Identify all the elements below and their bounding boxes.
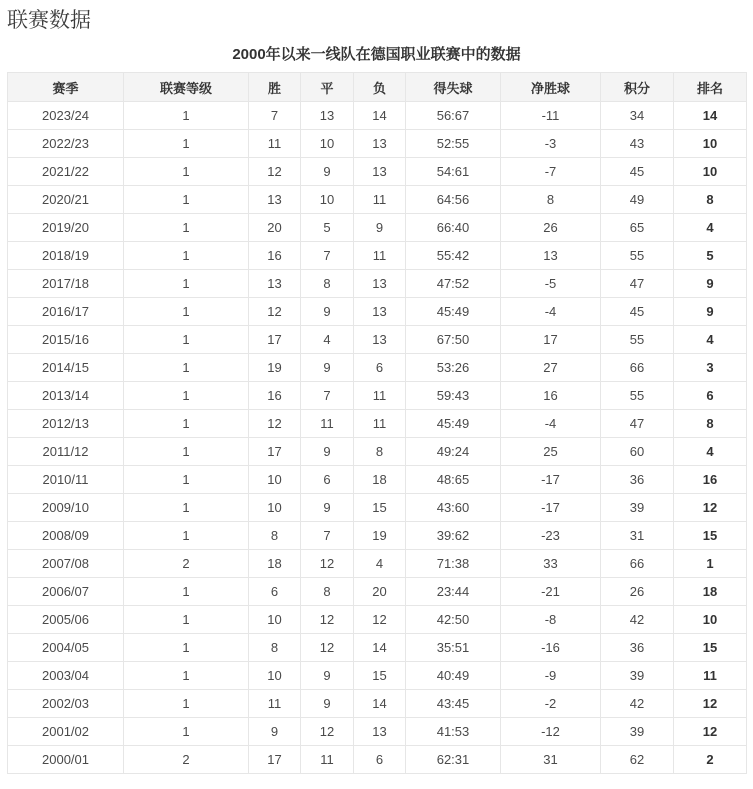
points-cell: 45	[601, 158, 674, 186]
losses-cell: 13	[354, 326, 406, 354]
losses-cell: 13	[354, 298, 406, 326]
season-cell: 2016/17	[8, 298, 124, 326]
points-cell: 42	[601, 606, 674, 634]
rank-cell: 9	[674, 298, 747, 326]
goal-diff-cell: -2	[501, 690, 601, 718]
rank-cell: 8	[674, 186, 747, 214]
goal-diff-cell: 17	[501, 326, 601, 354]
header-cell-season: 赛季	[8, 73, 124, 102]
goal-diff-cell: 13	[501, 242, 601, 270]
points-cell: 55	[601, 382, 674, 410]
points-cell: 60	[601, 438, 674, 466]
wins-cell: 12	[249, 158, 301, 186]
table-row	[8, 746, 747, 774]
points-cell: 36	[601, 634, 674, 662]
rank-cell: 5	[674, 242, 747, 270]
level-cell: 1	[124, 242, 249, 270]
points-cell: 55	[601, 326, 674, 354]
goal-diff-cell: 26	[501, 214, 601, 242]
goal-diff-cell: -23	[501, 522, 601, 550]
season-cell: 2003/04	[8, 662, 124, 690]
losses-cell: 11	[354, 382, 406, 410]
rank-cell: 11	[674, 662, 747, 690]
rank-cell: 15	[674, 634, 747, 662]
wins-cell: 18	[249, 550, 301, 578]
wins-cell: 9	[249, 718, 301, 746]
goals-cell: 67:50	[406, 326, 501, 354]
draws-cell: 8	[301, 578, 354, 606]
points-cell: 26	[601, 578, 674, 606]
wins-cell: 10	[249, 466, 301, 494]
wins-cell: 16	[249, 382, 301, 410]
level-cell: 1	[124, 718, 249, 746]
level-cell: 1	[124, 578, 249, 606]
level-cell: 1	[124, 494, 249, 522]
rank-cell: 4	[674, 214, 747, 242]
draws-cell: 4	[301, 326, 354, 354]
rank-cell: 10	[674, 606, 747, 634]
season-cell: 2010/11	[8, 466, 124, 494]
goals-cell: 56:67	[406, 102, 501, 130]
level-cell: 1	[124, 662, 249, 690]
table-row	[8, 550, 747, 578]
losses-cell: 9	[354, 214, 406, 242]
losses-cell: 14	[354, 634, 406, 662]
draws-cell: 9	[301, 438, 354, 466]
goals-cell: 41:53	[406, 718, 501, 746]
season-cell: 2005/06	[8, 606, 124, 634]
goal-diff-cell: -5	[501, 270, 601, 298]
level-cell: 1	[124, 186, 249, 214]
table-row	[8, 410, 747, 438]
points-cell: 65	[601, 214, 674, 242]
season-cell: 2018/19	[8, 242, 124, 270]
season-cell: 2009/10	[8, 494, 124, 522]
table-row	[8, 102, 747, 130]
goal-diff-cell: -8	[501, 606, 601, 634]
losses-cell: 12	[354, 606, 406, 634]
goal-diff-cell: -17	[501, 494, 601, 522]
season-cell: 2021/22	[8, 158, 124, 186]
table-row	[8, 326, 747, 354]
wins-cell: 10	[249, 494, 301, 522]
wins-cell: 19	[249, 354, 301, 382]
table-row	[8, 298, 747, 326]
level-cell: 1	[124, 354, 249, 382]
season-cell: 2015/16	[8, 326, 124, 354]
goal-diff-cell: -7	[501, 158, 601, 186]
points-cell: 55	[601, 242, 674, 270]
points-cell: 39	[601, 494, 674, 522]
draws-cell: 12	[301, 606, 354, 634]
points-cell: 42	[601, 690, 674, 718]
goals-cell: 64:56	[406, 186, 501, 214]
level-cell: 1	[124, 522, 249, 550]
table-row	[8, 494, 747, 522]
table-row	[8, 522, 747, 550]
wins-cell: 11	[249, 130, 301, 158]
draws-cell: 10	[301, 130, 354, 158]
goals-cell: 45:49	[406, 410, 501, 438]
losses-cell: 18	[354, 466, 406, 494]
points-cell: 47	[601, 410, 674, 438]
wins-cell: 13	[249, 186, 301, 214]
goals-cell: 62:31	[406, 746, 501, 774]
goals-cell: 40:49	[406, 662, 501, 690]
rank-cell: 12	[674, 494, 747, 522]
wins-cell: 12	[249, 410, 301, 438]
rank-cell: 1	[674, 550, 747, 578]
wins-cell: 6	[249, 578, 301, 606]
goals-cell: 47:52	[406, 270, 501, 298]
rank-cell: 10	[674, 130, 747, 158]
draws-cell: 7	[301, 242, 354, 270]
goal-diff-cell: 8	[501, 186, 601, 214]
losses-cell: 15	[354, 662, 406, 690]
wins-cell: 13	[249, 270, 301, 298]
goal-diff-cell: -3	[501, 130, 601, 158]
table-row	[8, 438, 747, 466]
rank-cell: 10	[674, 158, 747, 186]
goal-diff-cell: -11	[501, 102, 601, 130]
draws-cell: 9	[301, 158, 354, 186]
points-cell: 43	[601, 130, 674, 158]
level-cell: 1	[124, 690, 249, 718]
points-cell: 36	[601, 466, 674, 494]
wins-cell: 8	[249, 634, 301, 662]
header-cell-draws: 平	[301, 73, 354, 102]
points-cell: 39	[601, 718, 674, 746]
season-cell: 2022/23	[8, 130, 124, 158]
season-cell: 2023/24	[8, 102, 124, 130]
header-cell-goal-diff: 净胜球	[501, 73, 601, 102]
goal-diff-cell: -21	[501, 578, 601, 606]
table-row	[8, 214, 747, 242]
goal-diff-cell: -9	[501, 662, 601, 690]
rank-cell: 2	[674, 746, 747, 774]
goals-cell: 43:45	[406, 690, 501, 718]
goals-cell: 39:62	[406, 522, 501, 550]
draws-cell: 10	[301, 186, 354, 214]
wins-cell: 8	[249, 522, 301, 550]
draws-cell: 11	[301, 410, 354, 438]
draws-cell: 8	[301, 270, 354, 298]
level-cell: 1	[124, 270, 249, 298]
season-cell: 2017/18	[8, 270, 124, 298]
wins-cell: 7	[249, 102, 301, 130]
table-row	[8, 662, 747, 690]
draws-cell: 5	[301, 214, 354, 242]
table-row	[8, 382, 747, 410]
table-row	[8, 606, 747, 634]
goals-cell: 43:60	[406, 494, 501, 522]
points-cell: 39	[601, 662, 674, 690]
points-cell: 49	[601, 186, 674, 214]
draws-cell: 7	[301, 522, 354, 550]
points-cell: 34	[601, 102, 674, 130]
season-cell: 2002/03	[8, 690, 124, 718]
losses-cell: 13	[354, 130, 406, 158]
goal-diff-cell: 33	[501, 550, 601, 578]
losses-cell: 13	[354, 158, 406, 186]
header-cell-points: 积分	[601, 73, 674, 102]
season-cell: 2012/13	[8, 410, 124, 438]
rank-cell: 9	[674, 270, 747, 298]
level-cell: 1	[124, 382, 249, 410]
points-cell: 66	[601, 550, 674, 578]
points-cell: 62	[601, 746, 674, 774]
wins-cell: 10	[249, 662, 301, 690]
table-row	[8, 242, 747, 270]
goal-diff-cell: 25	[501, 438, 601, 466]
level-cell: 1	[124, 438, 249, 466]
goals-cell: 54:61	[406, 158, 501, 186]
goal-diff-cell: 27	[501, 354, 601, 382]
losses-cell: 4	[354, 550, 406, 578]
losses-cell: 14	[354, 690, 406, 718]
season-cell: 2007/08	[8, 550, 124, 578]
losses-cell: 11	[354, 410, 406, 438]
goals-cell: 45:49	[406, 298, 501, 326]
wins-cell: 17	[249, 438, 301, 466]
header-cell-level: 联赛等级	[124, 73, 249, 102]
goal-diff-cell: -12	[501, 718, 601, 746]
level-cell: 1	[124, 326, 249, 354]
level-cell: 1	[124, 130, 249, 158]
draws-cell: 9	[301, 354, 354, 382]
table-row	[8, 634, 747, 662]
header-cell-wins: 胜	[249, 73, 301, 102]
goals-cell: 42:50	[406, 606, 501, 634]
table-row	[8, 690, 747, 718]
draws-cell: 12	[301, 634, 354, 662]
season-cell: 2004/05	[8, 634, 124, 662]
goals-cell: 59:43	[406, 382, 501, 410]
wins-cell: 11	[249, 690, 301, 718]
losses-cell: 6	[354, 746, 406, 774]
rank-cell: 6	[674, 382, 747, 410]
season-cell: 2020/21	[8, 186, 124, 214]
level-cell: 1	[124, 410, 249, 438]
rank-cell: 12	[674, 690, 747, 718]
wins-cell: 12	[249, 298, 301, 326]
losses-cell: 11	[354, 242, 406, 270]
draws-cell: 9	[301, 690, 354, 718]
header-cell-goals: 得失球	[406, 73, 501, 102]
table-body	[8, 102, 747, 774]
draws-cell: 12	[301, 550, 354, 578]
goals-cell: 66:40	[406, 214, 501, 242]
losses-cell: 6	[354, 354, 406, 382]
season-cell: 2013/14	[8, 382, 124, 410]
losses-cell: 13	[354, 270, 406, 298]
level-cell: 1	[124, 466, 249, 494]
rank-cell: 16	[674, 466, 747, 494]
level-cell: 1	[124, 298, 249, 326]
table-row	[8, 158, 747, 186]
losses-cell: 13	[354, 718, 406, 746]
losses-cell: 20	[354, 578, 406, 606]
goal-diff-cell: -4	[501, 298, 601, 326]
level-cell: 1	[124, 158, 249, 186]
season-cell: 2001/02	[8, 718, 124, 746]
draws-cell: 9	[301, 298, 354, 326]
points-cell: 47	[601, 270, 674, 298]
table-row	[8, 130, 747, 158]
season-cell: 2006/07	[8, 578, 124, 606]
season-cell: 2019/20	[8, 214, 124, 242]
draws-cell: 6	[301, 466, 354, 494]
rank-cell: 15	[674, 522, 747, 550]
goals-cell: 23:44	[406, 578, 501, 606]
goal-diff-cell: 16	[501, 382, 601, 410]
goal-diff-cell: -4	[501, 410, 601, 438]
level-cell: 2	[124, 550, 249, 578]
wins-cell: 16	[249, 242, 301, 270]
wins-cell: 20	[249, 214, 301, 242]
level-cell: 2	[124, 746, 249, 774]
rank-cell: 4	[674, 438, 747, 466]
points-cell: 31	[601, 522, 674, 550]
goal-diff-cell: -16	[501, 634, 601, 662]
rank-cell: 18	[674, 578, 747, 606]
goal-diff-cell: -17	[501, 466, 601, 494]
losses-cell: 11	[354, 186, 406, 214]
rank-cell: 8	[674, 410, 747, 438]
goals-cell: 52:55	[406, 130, 501, 158]
losses-cell: 15	[354, 494, 406, 522]
table-row	[8, 270, 747, 298]
losses-cell: 19	[354, 522, 406, 550]
table-row	[8, 578, 747, 606]
draws-cell: 7	[301, 382, 354, 410]
goal-diff-cell: 31	[501, 746, 601, 774]
page-title: 联赛数据	[7, 9, 91, 32]
goals-cell: 49:24	[406, 438, 501, 466]
goals-cell: 48:65	[406, 466, 501, 494]
rank-cell: 3	[674, 354, 747, 382]
draws-cell: 12	[301, 718, 354, 746]
wins-cell: 17	[249, 326, 301, 354]
level-cell: 1	[124, 102, 249, 130]
draws-cell: 9	[301, 662, 354, 690]
level-cell: 1	[124, 214, 249, 242]
goals-cell: 35:51	[406, 634, 501, 662]
rank-cell: 12	[674, 718, 747, 746]
season-cell: 2008/09	[8, 522, 124, 550]
goals-cell: 55:42	[406, 242, 501, 270]
level-cell: 1	[124, 606, 249, 634]
header-cell-losses: 负	[354, 73, 406, 102]
points-cell: 66	[601, 354, 674, 382]
table-row	[8, 186, 747, 214]
level-cell: 1	[124, 634, 249, 662]
draws-cell: 9	[301, 494, 354, 522]
table-row	[8, 718, 747, 746]
rank-cell: 14	[674, 102, 747, 130]
wins-cell: 17	[249, 746, 301, 774]
points-cell: 45	[601, 298, 674, 326]
season-cell: 2014/15	[8, 354, 124, 382]
league-table	[7, 72, 747, 774]
goals-cell: 71:38	[406, 550, 501, 578]
losses-cell: 14	[354, 102, 406, 130]
table-row	[8, 466, 747, 494]
rank-cell: 4	[674, 326, 747, 354]
goals-cell: 53:26	[406, 354, 501, 382]
wins-cell: 10	[249, 606, 301, 634]
table-title: 2000年以来一线队在德国职业联赛中的数据	[232, 46, 521, 63]
season-cell: 2000/01	[8, 746, 124, 774]
table-row	[8, 354, 747, 382]
header-cell-rank: 排名	[674, 73, 747, 102]
draws-cell: 13	[301, 102, 354, 130]
losses-cell: 8	[354, 438, 406, 466]
draws-cell: 11	[301, 746, 354, 774]
season-cell: 2011/12	[8, 438, 124, 466]
table-header-row	[8, 73, 747, 102]
